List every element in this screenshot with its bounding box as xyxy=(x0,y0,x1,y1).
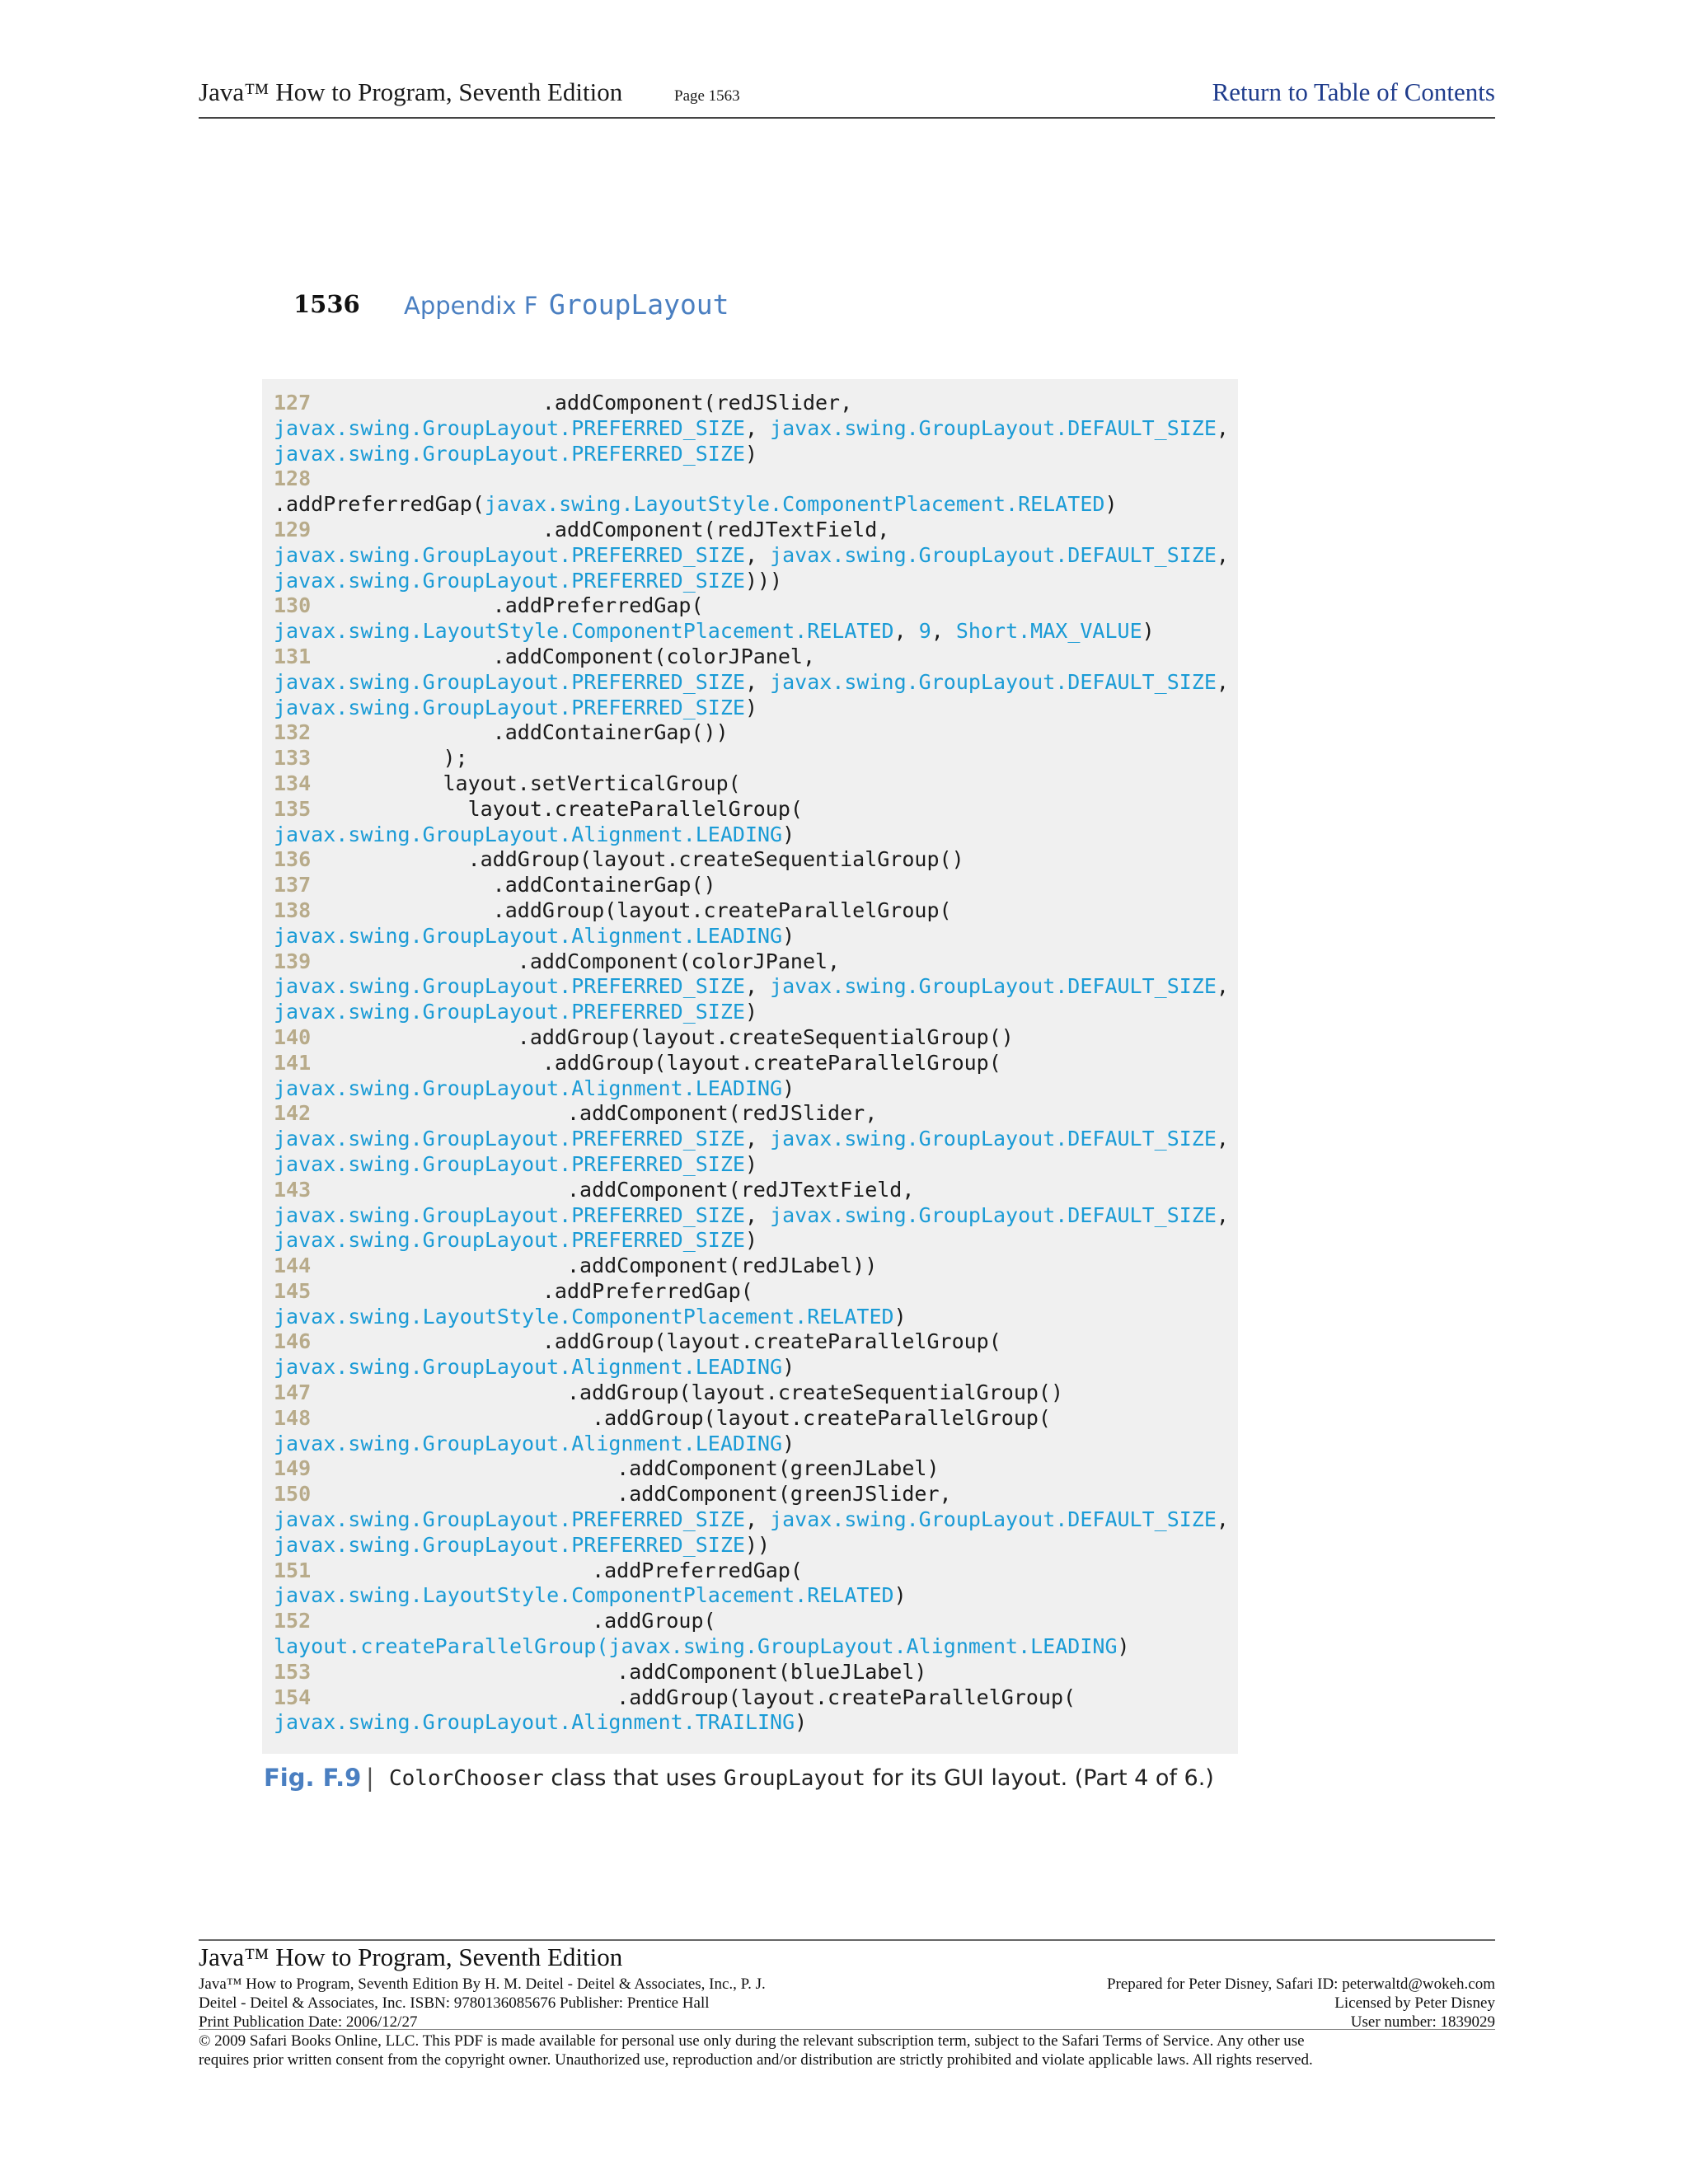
code-text: )) xyxy=(744,1532,771,1557)
code-line xyxy=(274,1533,1229,1558)
code-text: ) xyxy=(744,441,758,466)
code-keyword: javax.swing.LayoutStyle.ComponentPlacement.RELATED xyxy=(274,619,894,644)
footer-line-1-right: Prepared for Peter Disney, Safari ID: peterwaltd@wokeh.com xyxy=(1106,1975,1495,1993)
code-listing xyxy=(262,379,1238,1754)
copyright-line-2: requires prior written consent from the copyright owner. Unauthorized use, reproduction and/or distribution are strictly prohibited and violate applicable laws. All rights reserved. xyxy=(199,2051,1313,2069)
code-line xyxy=(274,569,1229,594)
code-line xyxy=(274,1279,1229,1305)
code-text: , xyxy=(1216,542,1229,567)
code-keyword: Short.MAX_VALUE xyxy=(955,619,1142,644)
line-number: 130 xyxy=(274,593,312,618)
code-text: .addComponent(redJTextField, xyxy=(331,517,890,541)
caption-divider: | xyxy=(366,1764,374,1792)
code-text: ) xyxy=(1117,1634,1130,1659)
code-line xyxy=(274,771,1229,797)
code-text: .addPreferredGap( xyxy=(331,593,704,618)
code-keyword: javax.swing.GroupLayout.Alignment.LEADING xyxy=(274,1431,783,1455)
code-text: , xyxy=(1216,1507,1229,1532)
code-keyword: javax.swing.GroupLayout.Alignment.LEADING xyxy=(274,822,783,846)
code-line xyxy=(274,1127,1229,1152)
code-keyword: javax.swing.GroupLayout.PREFERRED_SIZE xyxy=(274,542,745,567)
line-number: 147 xyxy=(274,1380,312,1405)
code-text: .addGroup(layout.createParallelGroup( xyxy=(331,1405,1051,1430)
code-text: ) xyxy=(782,923,795,948)
code-keyword: javax.swing.LayoutStyle.ComponentPlacement.RELATED xyxy=(274,1583,894,1608)
page-footer xyxy=(199,1939,1495,2069)
line-number: 141 xyxy=(274,1050,312,1075)
code-line xyxy=(274,1406,1229,1432)
code-text: ) xyxy=(1104,492,1118,517)
folio-number: 1536 xyxy=(293,290,360,318)
code-keyword: javax.swing.LayoutStyle.ComponentPlacement.RELATED xyxy=(274,1304,894,1329)
code-keyword: javax.swing.GroupLayout.Alignment.LEADING xyxy=(274,923,783,948)
code-keyword: 9 xyxy=(918,619,931,644)
code-keyword: javax.swing.GroupLayout.PREFERRED_SIZE xyxy=(274,1151,745,1176)
line-number: 133 xyxy=(274,746,312,771)
code-text: .addComponent(redJLabel)) xyxy=(331,1254,878,1278)
code-line xyxy=(274,1305,1229,1330)
copyright-line-1: © 2009 Safari Books Online, LLC. This PDF is made available for personal use only during the relevant subscription term, subject to the Safari Terms of Service. Any other use xyxy=(199,2032,1305,2050)
code-line xyxy=(274,1228,1229,1254)
code-line xyxy=(274,1482,1229,1507)
code-keyword: javax.swing.GroupLayout.DEFAULT_SIZE xyxy=(770,542,1217,567)
code-text: , xyxy=(893,619,919,644)
code-text: layout.setVerticalGroup( xyxy=(331,771,741,795)
code-keyword: javax.swing.GroupLayout.Alignment.TRAILING xyxy=(274,1710,795,1735)
code-text: .addGroup(layout.createSequentialGroup() xyxy=(331,847,964,872)
code-line xyxy=(274,518,1229,543)
code-text: , xyxy=(1216,1127,1229,1151)
code-text: ) xyxy=(782,1355,795,1380)
code-text: ) xyxy=(782,822,795,846)
code-text: , xyxy=(1216,669,1229,694)
code-text: ) xyxy=(893,1583,907,1608)
code-line xyxy=(274,873,1229,898)
code-text: , xyxy=(1216,974,1229,999)
line-number: 148 xyxy=(274,1405,312,1430)
code-text: .addGroup(layout.createParallelGroup( xyxy=(331,898,952,922)
code-line xyxy=(274,619,1229,644)
code-line xyxy=(274,1583,1229,1609)
code-line xyxy=(274,644,1229,670)
chapter-title: GroupLayout xyxy=(549,288,729,321)
code-line xyxy=(274,1432,1229,1457)
line-number: 140 xyxy=(274,1024,312,1049)
code-line xyxy=(274,1025,1229,1051)
code-text: ) xyxy=(1142,619,1155,644)
code-line xyxy=(274,543,1229,569)
code-lines xyxy=(274,391,1229,1736)
book-title: Java™ How to Program, Seventh Edition xyxy=(199,77,623,106)
footer-title: Java™ How to Program, Seventh Edition xyxy=(199,1943,623,1971)
code-text: layout.createParallelGroup( xyxy=(331,796,803,821)
table-of-contents-link[interactable]: Return to Table of Contents xyxy=(1212,77,1495,106)
line-number: 138 xyxy=(274,898,312,922)
code-text: ))) xyxy=(744,568,783,593)
code-keyword: javax.swing.GroupLayout.DEFAULT_SIZE xyxy=(770,974,1217,999)
footer-line-2-right: Licensed by Peter Disney xyxy=(1334,1994,1495,2012)
code-keyword: javax.swing.GroupLayout.PREFERRED_SIZE xyxy=(274,1202,745,1227)
line-number: 153 xyxy=(274,1659,312,1684)
code-text: ); xyxy=(331,746,468,771)
line-number: 127 xyxy=(274,391,312,415)
code-line xyxy=(274,746,1229,771)
line-number: 136 xyxy=(274,847,312,872)
line-number: 151 xyxy=(274,1558,312,1582)
line-number: 134 xyxy=(274,771,312,795)
code-line xyxy=(274,1355,1229,1380)
code-line xyxy=(274,416,1229,442)
line-number: 145 xyxy=(274,1278,312,1303)
code-line xyxy=(274,1000,1229,1025)
code-line xyxy=(274,391,1229,416)
code-line xyxy=(274,1380,1229,1406)
code-text: , xyxy=(744,669,771,694)
code-text: .addGroup(layout.createParallelGroup( xyxy=(331,1329,1001,1354)
line-number: 150 xyxy=(274,1482,312,1507)
figure-label: Fig. F.9 xyxy=(264,1764,362,1792)
line-number: 139 xyxy=(274,949,312,973)
code-text: .addGroup(layout.createParallelGroup( xyxy=(331,1050,1001,1075)
page-number: Page 1563 xyxy=(674,87,740,105)
code-line xyxy=(274,1456,1229,1482)
code-text: .addComponent(redJSlider, xyxy=(331,1101,878,1126)
code-line xyxy=(274,1203,1229,1229)
code-line xyxy=(274,898,1229,924)
code-text: .addComponent(blueJLabel) xyxy=(331,1659,927,1684)
appendix-label: Appendix F xyxy=(404,292,538,320)
code-line xyxy=(274,696,1229,721)
line-number: 131 xyxy=(274,644,312,668)
code-line xyxy=(274,1329,1229,1355)
code-line xyxy=(274,1254,1229,1279)
line-number: 146 xyxy=(274,1329,312,1354)
code-keyword: javax.swing.GroupLayout.PREFERRED_SIZE xyxy=(274,568,745,593)
code-text: , xyxy=(744,1507,771,1532)
line-number: 129 xyxy=(274,517,312,541)
code-line xyxy=(274,847,1229,873)
code-text: ) xyxy=(744,695,758,719)
code-line xyxy=(274,670,1229,696)
code-text: .addComponent(greenJLabel) xyxy=(331,1456,940,1481)
code-text: , xyxy=(744,974,771,999)
code-text: ) xyxy=(782,1431,795,1455)
code-text: .addGroup(layout.createSequentialGroup() xyxy=(331,1380,1064,1405)
code-keyword: javax.swing.GroupLayout.PREFERRED_SIZE xyxy=(274,415,745,440)
code-keyword: javax.swing.GroupLayout.Alignment.LEADING xyxy=(608,1634,1118,1659)
code-line xyxy=(274,466,1229,492)
line-number: 144 xyxy=(274,1254,312,1278)
code-text: .addPreferredGap( xyxy=(274,492,485,517)
code-line xyxy=(274,823,1229,848)
code-line xyxy=(274,1051,1229,1076)
code-line xyxy=(274,1152,1229,1178)
code-text: .addComponent(redJTextField, xyxy=(331,1177,915,1202)
line-number: 137 xyxy=(274,873,312,898)
code-text: ) xyxy=(893,1304,907,1329)
code-text: , xyxy=(931,619,956,644)
code-text: .addComponent(greenJSlider, xyxy=(331,1482,952,1507)
code-keyword: javax.swing.GroupLayout.PREFERRED_SIZE xyxy=(274,974,745,999)
code-keyword: javax.swing.GroupLayout.DEFAULT_SIZE xyxy=(770,1127,1217,1151)
caption-text xyxy=(389,1765,1214,1792)
caption-text-part1: class that uses xyxy=(543,1765,724,1791)
code-line xyxy=(274,1076,1229,1102)
code-line xyxy=(274,949,1229,975)
code-text: .addGroup(layout.createParallelGroup( xyxy=(331,1685,1076,1709)
page-header xyxy=(199,76,1495,119)
line-number: 143 xyxy=(274,1177,312,1202)
code-line xyxy=(274,1634,1229,1660)
code-line xyxy=(274,974,1229,1000)
code-keyword: javax.swing.GroupLayout.DEFAULT_SIZE xyxy=(770,415,1217,440)
code-keyword: javax.swing.GroupLayout.PREFERRED_SIZE xyxy=(274,1228,745,1253)
code-line xyxy=(274,1685,1229,1711)
footer-line-3-left: Print Publication Date: 2006/12/27 xyxy=(199,2013,418,2031)
footer-line-3-right: User number: 1839029 xyxy=(1350,2013,1495,2031)
line-number: 132 xyxy=(274,720,312,745)
code-line xyxy=(274,1178,1229,1203)
code-text: .addGroup( xyxy=(331,1609,716,1633)
code-keyword: javax.swing.GroupLayout.PREFERRED_SIZE xyxy=(274,695,745,719)
code-line xyxy=(274,442,1229,467)
code-text: , xyxy=(1216,415,1229,440)
code-line xyxy=(274,1609,1229,1634)
code-line xyxy=(274,1558,1229,1584)
code-keyword: javax.swing.GroupLayout.Alignment.LEADING xyxy=(274,1355,783,1380)
code-keyword: javax.swing.GroupLayout.PREFERRED_SIZE xyxy=(274,441,745,466)
code-keyword: javax.swing.GroupLayout.DEFAULT_SIZE xyxy=(770,1202,1217,1227)
caption-text-part2: for its GUI layout. (Part 4 of 6.) xyxy=(865,1765,1214,1791)
code-line xyxy=(274,593,1229,619)
footer-line-1-left: Java™ How to Program, Seventh Edition By H. M. Deitel - Deitel & Associates, Inc., P. J. xyxy=(199,1975,766,1993)
code-text: .addContainerGap()) xyxy=(331,720,729,745)
code-text: ) xyxy=(795,1710,808,1735)
code-text: .addPreferredGap( xyxy=(331,1278,753,1303)
line-number: 152 xyxy=(274,1609,312,1633)
code-keyword: javax.swing.GroupLayout.PREFERRED_SIZE xyxy=(274,669,745,694)
code-line xyxy=(274,1507,1229,1533)
code-text: .addContainerGap() xyxy=(331,873,716,898)
code-text: ) xyxy=(744,1151,758,1176)
code-keyword: javax.swing.GroupLayout.PREFERRED_SIZE xyxy=(274,1507,745,1532)
code-text: , xyxy=(1216,1202,1229,1227)
code-text: ) xyxy=(782,1076,795,1100)
code-line xyxy=(274,924,1229,949)
code-text: ) xyxy=(744,1228,758,1253)
footer-line-2-left: Deitel - Deitel & Associates, Inc. ISBN: 9780136085676 Publisher: Prentice Hall xyxy=(199,1994,710,2012)
code-text: , xyxy=(744,415,771,440)
code-text: .addComponent(colorJPanel, xyxy=(331,644,815,668)
code-text: .addComponent(colorJPanel, xyxy=(331,949,841,973)
footer-divider xyxy=(199,2029,1495,2030)
line-number: 154 xyxy=(274,1685,312,1709)
code-keyword: javax.swing.GroupLayout.DEFAULT_SIZE xyxy=(770,1507,1217,1532)
code-line xyxy=(274,1101,1229,1127)
code-keyword: layout.createParallelGroup( xyxy=(274,1634,609,1659)
code-text: .addComponent(redJSlider, xyxy=(331,391,853,415)
code-line xyxy=(274,1660,1229,1685)
code-text: , xyxy=(744,542,771,567)
code-text: .addGroup(layout.createSequentialGroup() xyxy=(331,1024,1014,1049)
code-line xyxy=(274,797,1229,823)
code-line xyxy=(274,1710,1229,1736)
code-keyword: javax.swing.GroupLayout.DEFAULT_SIZE xyxy=(770,669,1217,694)
code-keyword: javax.swing.GroupLayout.PREFERRED_SIZE xyxy=(274,1127,745,1151)
code-text: , xyxy=(744,1202,771,1227)
line-number: 149 xyxy=(274,1456,312,1481)
caption-layout-name: GroupLayout xyxy=(723,1766,866,1791)
code-text: ) xyxy=(744,1000,758,1024)
code-line xyxy=(274,720,1229,746)
code-line xyxy=(274,492,1229,518)
caption-class-name: ColorChooser xyxy=(389,1766,544,1791)
code-keyword: javax.swing.GroupLayout.PREFERRED_SIZE xyxy=(274,1000,745,1024)
code-text: , xyxy=(744,1127,771,1151)
line-number: 128 xyxy=(274,466,312,491)
line-number: 142 xyxy=(274,1101,312,1126)
code-keyword: javax.swing.LayoutStyle.ComponentPlacement.RELATED xyxy=(484,492,1105,517)
line-number: 135 xyxy=(274,796,312,821)
code-text: .addPreferredGap( xyxy=(331,1558,803,1582)
code-keyword: javax.swing.GroupLayout.Alignment.LEADING xyxy=(274,1076,783,1100)
code-keyword: javax.swing.GroupLayout.PREFERRED_SIZE xyxy=(274,1532,745,1557)
